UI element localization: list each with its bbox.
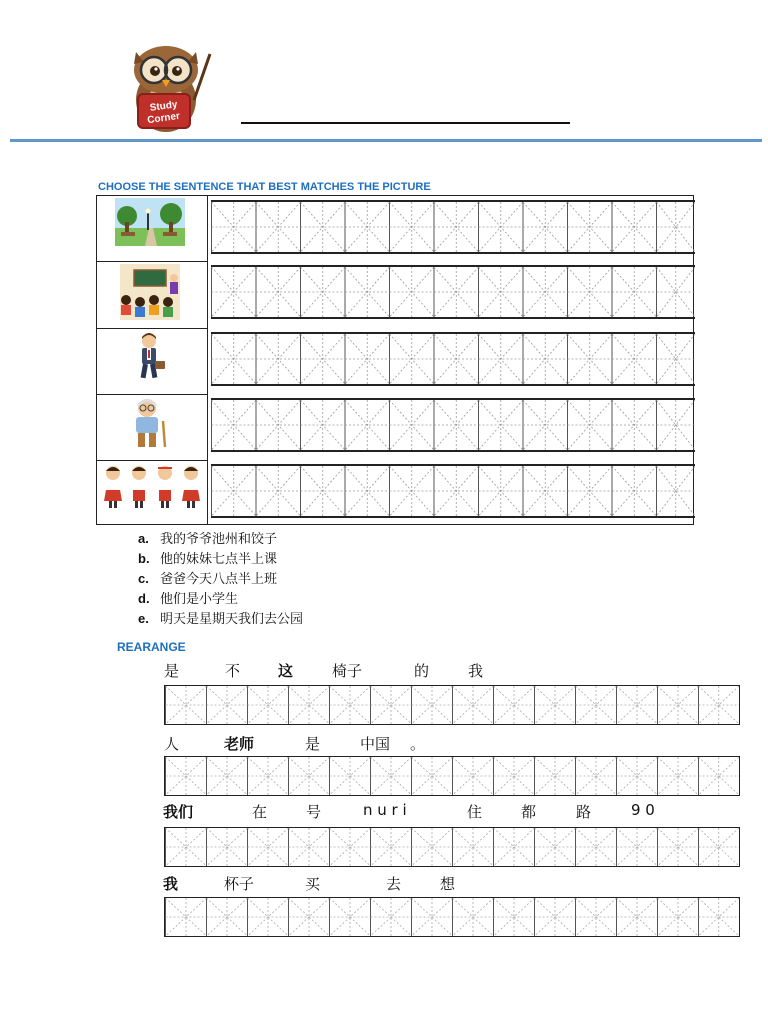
word: 都 [521, 803, 537, 821]
owl-logo-icon [122, 40, 214, 136]
word: 杯子 [224, 875, 255, 893]
word: 去 [386, 875, 402, 893]
writing-grid-row[interactable] [211, 398, 695, 452]
option-a: a. 我的爷爷池州和饺子 [138, 531, 278, 547]
word: 是 [305, 735, 321, 753]
writing-grid-row[interactable] [164, 756, 740, 796]
option-e: e. 明天是星期天我们去公园 [138, 611, 304, 627]
word: 想 [440, 875, 456, 893]
option-c: c. 爸爸今天八点半上班 [138, 571, 278, 587]
picture-column [97, 196, 208, 524]
picture-cell [97, 196, 208, 262]
students-picture-icon [101, 463, 205, 509]
word: 老师 [224, 735, 255, 753]
writing-grid-row[interactable] [164, 897, 740, 937]
logo-text-corner: Corner [146, 110, 181, 127]
section-title-rearrange: REARANGE [117, 640, 186, 654]
word: 买 [305, 875, 321, 893]
grandfather-picture-icon [127, 397, 173, 449]
writing-grid-row[interactable] [211, 332, 695, 386]
word: 中国 [360, 735, 391, 753]
logo-text-study: Study [149, 99, 179, 114]
word: 在 [252, 803, 268, 821]
word: 这 [278, 662, 294, 680]
word: 号 [306, 803, 322, 821]
header-divider [10, 139, 762, 142]
word: 的 [414, 662, 430, 680]
word: 是 [164, 662, 180, 680]
park-picture-icon [115, 198, 185, 246]
matching-table [96, 195, 694, 525]
answer-options [138, 529, 303, 629]
writing-grid-row[interactable] [164, 685, 740, 725]
picture-cell [97, 329, 208, 395]
classroom-picture-icon [120, 264, 180, 320]
option-d: d. 他们是小学生 [138, 591, 239, 607]
section-title-matching: CHOOSE THE SENTENCE THAT BEST MATCHES THE PICTURE [98, 181, 431, 193]
word: 我 [468, 662, 484, 680]
option-b: b. 他的妹妹七点半上课 [138, 551, 278, 567]
word: 住 [467, 803, 483, 821]
businessman-picture-icon [133, 331, 169, 383]
picture-cell [97, 395, 208, 461]
writing-grid-row[interactable] [211, 265, 695, 319]
word: 我们 [163, 803, 194, 821]
writing-grid-row[interactable] [164, 827, 740, 867]
word: n u r i [363, 801, 407, 819]
word: 椅子 [332, 662, 363, 680]
picture-cell [97, 461, 208, 527]
writing-grid-row[interactable] [211, 200, 695, 254]
picture-cell [97, 262, 208, 328]
word: 人 [164, 735, 180, 753]
word: 我 [163, 875, 179, 893]
word: 。 [410, 735, 426, 753]
name-line[interactable] [241, 122, 570, 124]
word: 不 [225, 662, 241, 680]
word: 路 [576, 803, 592, 821]
word: 9 0 [631, 801, 655, 819]
writing-grid-row[interactable] [211, 464, 695, 518]
